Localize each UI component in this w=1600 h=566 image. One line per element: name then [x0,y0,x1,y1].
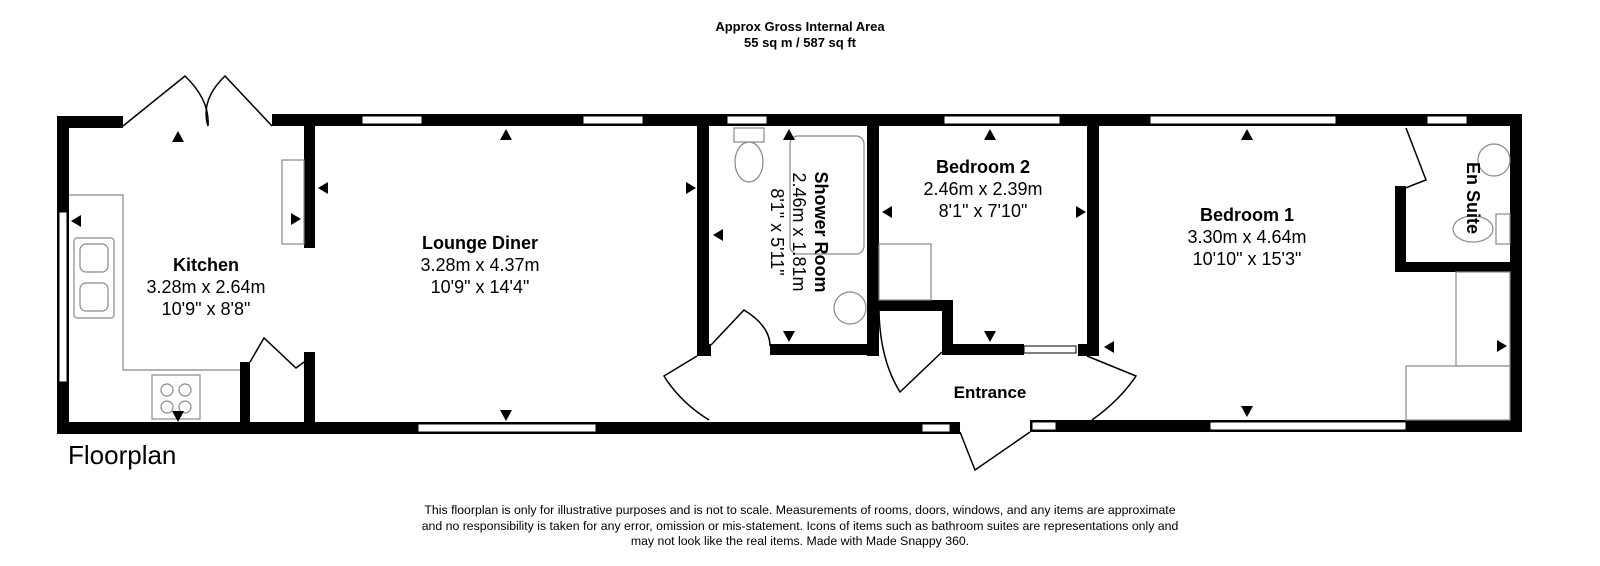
arrow-bedroom2-left [882,206,892,218]
arrow-shower-bottom [783,331,795,342]
door-cupboard [879,311,942,392]
hob-ring-3 [161,401,173,413]
bedroom1-unit [1406,366,1510,420]
ensuite-toilet-cistern [1496,214,1510,244]
wall-shower-bottom [770,344,874,355]
arrow-bedroom2-right [1076,206,1086,218]
entrance-name: Entrance [953,383,1027,402]
wall-kitchen-lower [304,352,315,424]
wall-bedroom1-left-stub [1078,344,1099,356]
arrow-bedroom1-bottom [1241,406,1253,417]
shower-basin [834,292,866,324]
bedroom2-name: Bedroom 2 [935,157,1031,177]
kitchen-metric: 3.28m x 2.64m [146,277,266,297]
lounge-diner-imperial: 10'9" x 14'4" [430,277,530,297]
ensuite-label [1463,162,1483,234]
bedroom1-imperial: 10'10" x 15'3" [1192,249,1302,269]
bedroom2-wardrobe [879,244,931,300]
door-ensuite [1406,128,1426,188]
window-entrance-bottom-1 [922,424,950,432]
wall-shower-bottom-left [697,344,711,356]
window-kitchen-left [59,212,67,382]
area-value: 55 sq m / 587 sq ft [744,35,856,50]
entrance-label [940,382,1040,404]
bedroom2-imperial: 8'1" x 7'10" [938,201,1028,221]
area-title: Approx Gross Internal Area [715,19,885,34]
arrow-shower-left [713,229,723,241]
lounge-diner-name: Lounge Diner [422,233,538,253]
wall-bedroom1-left [1087,126,1099,356]
bedroom2-metric: 2.46m x 2.39m [923,179,1043,199]
shower-toilet-bowl [735,142,763,182]
window-lounge-bottom [418,424,596,432]
bedroom1-wardrobe [1456,272,1510,366]
bedroom1-name: Bedroom 1 [1199,205,1295,225]
kitchen-counter-right [282,160,304,244]
lounge-diner-label [390,232,570,298]
kitchen-name: Kitchen [172,255,239,275]
door-kitchen-french-right [206,76,272,126]
arrow-bedroom2-bottom [984,331,996,342]
kitchen-sink-bowl-2 [80,283,108,311]
kitchen-imperial: 10'9" x 8'8" [161,299,251,319]
shower-toilet-cistern [734,128,764,142]
disclaimer-line-2: and no responsibility is taken for any error, omission or mis-statement. Icons of items such as bathroom suites are representations only and [421,518,1179,533]
door-lounge-entrance [664,356,709,420]
bedroom2-label [898,156,1068,222]
arrow-lounge-left [318,182,328,194]
door-kitchen-cupboard [250,338,304,368]
arrow-bedroom2-top [984,129,996,140]
wall-shower-right [867,126,879,356]
shower-room-imperial: 8'1" x 5'11" [767,188,787,276]
bedroom1-metric: 3.30m x 4.64m [1187,227,1307,247]
wall-right [1510,114,1522,432]
hob-ring-1 [161,384,173,396]
door-bedroom1-entrance [1087,356,1136,420]
shower-room-metric: 2.46m x 1.81m [789,172,809,292]
wall-ensuite-bottom [1395,262,1512,272]
lounge-diner-metric: 3.28m x 4.37m [420,255,540,275]
window-bedroom2-top [944,116,1060,124]
kitchen-label [126,254,286,320]
hob-ring-2 [179,384,191,396]
wall-lounge-right-upper [697,126,709,356]
shower-room-label [767,171,831,292]
window-entrance-bottom-2 [1032,422,1056,430]
window-bedroom1-bottom [1210,422,1406,430]
window-bedroom2-slider [1024,346,1076,353]
arrow-kitchen-top [172,131,184,142]
arrow-bedroom1-left [1104,341,1114,353]
window-bedroom1-top [1150,116,1336,124]
arrow-lounge-top [500,129,512,140]
wall-bedroom2-bottom [942,344,1024,355]
kitchen-sink-bowl-1 [80,244,108,272]
wall-kitchen-cupboard [240,362,250,424]
wall-ensuite-left [1395,186,1406,271]
door-kitchen-french-left [123,76,208,126]
disclaimer-line-1: This floorplan is only for illustrative purposes and is not to scale. Measurements of rooms, doors, windows, and any items are approximate [424,503,1176,517]
door-front [960,432,1030,470]
window-ensuite-top [1427,116,1467,124]
wall-kitchen-upper [304,126,315,248]
ensuite-name: En Suite [1463,161,1483,235]
arrow-lounge-right [686,182,696,194]
arrow-kitchen-left [71,215,81,227]
window-lounge-top-2 [583,116,643,124]
arrow-lounge-bottom [500,410,512,421]
shower-room-name: Shower Room [811,171,831,293]
wall-cupboard-top [879,300,953,311]
disclaimer [380,503,1220,550]
disclaimer-line-3: may not look like the real items. Made with Made Snappy 360. [630,534,970,548]
window-shower-top [727,116,767,124]
bedroom1-label [1162,204,1332,270]
arrow-shower-top [783,129,795,140]
arrow-bedroom1-top [1241,129,1253,140]
door-shower [711,310,770,346]
floor-label: Floorplan [68,440,177,470]
wall-bottom-left [57,422,202,434]
window-lounge-top-1 [362,116,422,124]
